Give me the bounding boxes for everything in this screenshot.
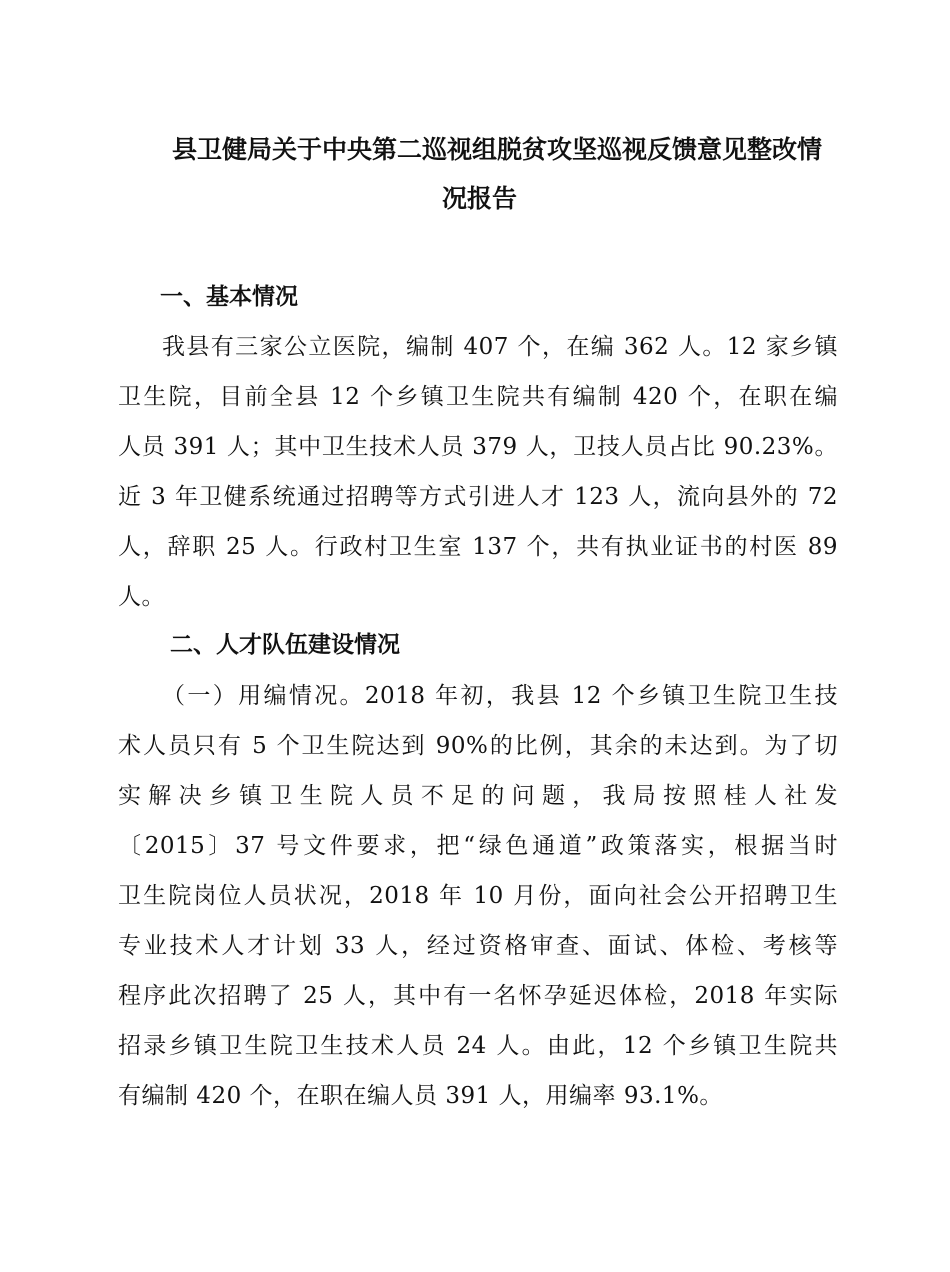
paragraph-line: 实解决乡镇卫生院人员不足的问题，我局按照桂人社发 bbox=[118, 783, 838, 809]
document-title-line-1: 县卫健局关于中央第二巡视组脱贫攻坚巡视反馈意见整改情 bbox=[172, 135, 823, 164]
paragraph-line: 程序此次招聘了 25 人，其中有一名怀孕延迟体检，2018 年实际 bbox=[118, 983, 838, 1009]
paragraph-line: 招录乡镇卫生院卫生技术人员 24 人。由此，12 个乡镇卫生院共 bbox=[118, 1033, 838, 1059]
paragraph-line: 卫生院，目前全县 12 个乡镇卫生院共有编制 420 个，在职在编 bbox=[118, 384, 838, 410]
paragraph-line: 人员 391 人；其中卫生技术人员 379 人，卫技人员占比 90.23%。 bbox=[118, 434, 838, 460]
section-heading-talent-team: 二、人才队伍建设情况 bbox=[170, 631, 400, 658]
paragraph-line: 术人员只有 5 个卫生院达到 90%的比例，其余的未达到。为了切 bbox=[118, 733, 838, 759]
paragraph-line: 专业技术人才计划 33 人，经过资格审查、面试、体检、考核等 bbox=[118, 933, 838, 959]
paragraph-line: 近 3 年卫健系统通过招聘等方式引进人才 123 人，流向县外的 72 bbox=[118, 484, 838, 510]
paragraph-line: 卫生院岗位人员状况，2018 年 10 月份，面向社会公开招聘卫生 bbox=[118, 883, 838, 909]
paragraph-line: 〔2015〕37 号文件要求，把“绿色通道”政策落实，根据当时 bbox=[118, 833, 838, 859]
paragraph-line: 我县有三家公立医院，编制 407 个，在编 362 人。12 家乡镇 bbox=[162, 334, 838, 360]
paragraph-line: 有编制 420 个，在职在编人员 391 人，用编率 93.1%。 bbox=[118, 1083, 723, 1109]
section-heading-basic-situation: 一、基本情况 bbox=[160, 283, 298, 310]
paragraph-line: 人。 bbox=[118, 584, 165, 610]
paragraph-line: 人，辞职 25 人。行政村卫生室 137 个，共有执业证书的村医 89 bbox=[118, 534, 838, 560]
paragraph-line: （一）用编情况。2018 年初，我县 12 个乡镇卫生院卫生技 bbox=[162, 683, 838, 709]
document-title-line-2: 况报告 bbox=[442, 184, 518, 213]
